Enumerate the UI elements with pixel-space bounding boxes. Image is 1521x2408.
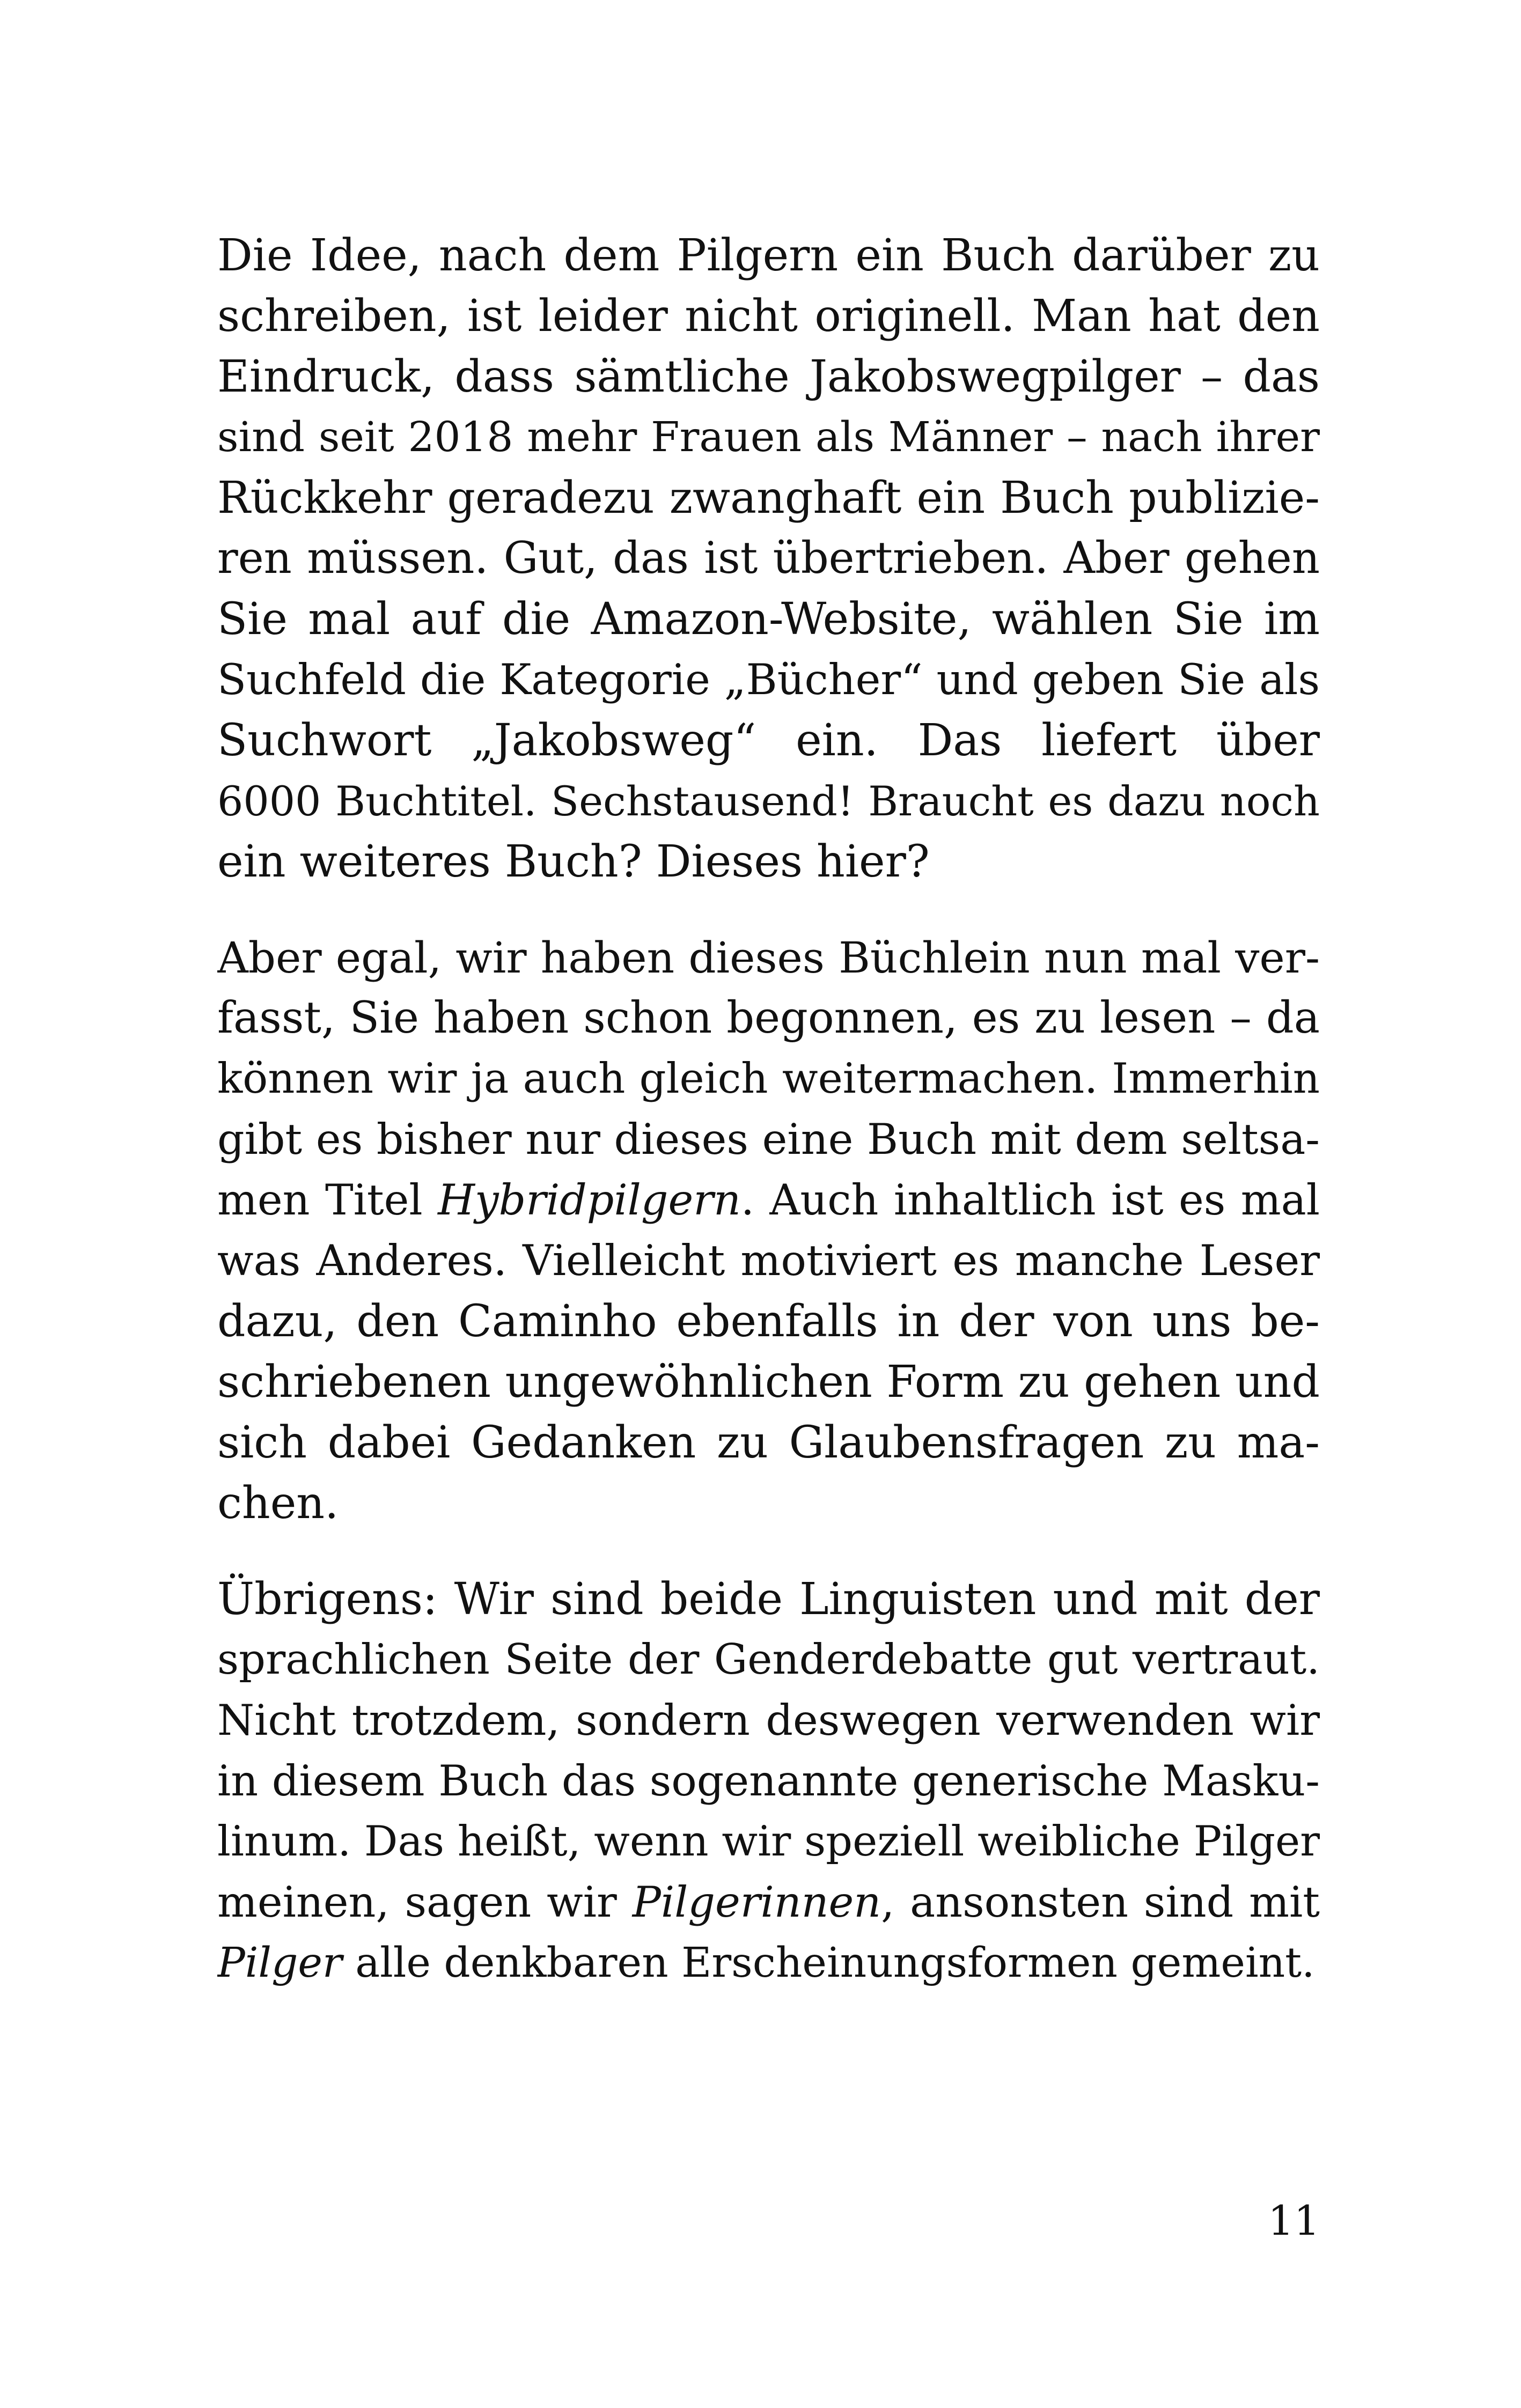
- text-segment: Suchwort „Jakobsweg“ ein. Das liefert über: [217, 715, 1320, 766]
- text-line: [217, 1352, 1320, 1412]
- text-segment: in diesem Buch das sogenannte generische Masku-: [217, 1756, 1320, 1806]
- text-segment: Aber egal, wir haben dieses Büchlein nun mal ver-: [217, 933, 1320, 983]
- text-segment: chen.: [217, 1478, 339, 1529]
- italic-text: Pilgerinnen: [632, 1877, 881, 1927]
- text-segment: Nicht trotzdem, sondern deswegen verwenden wir: [217, 1696, 1320, 1745]
- text-line: [217, 407, 1320, 468]
- text-line: [217, 1291, 1320, 1352]
- text-segment: sind seit 2018 mehr Frauen als Männer – nach ihrer: [217, 414, 1320, 461]
- text-segment: schreiben, ist leider nicht originell. Man hat den: [217, 291, 1320, 342]
- text-line: [217, 831, 1320, 892]
- text-segment: Suchfeld die Kategorie „Bücher“ und geben Sie als: [217, 655, 1320, 704]
- text-line: [217, 1473, 1320, 1534]
- text-segment: Eindruck, dass sämtliche Jakobswegpilger – das: [217, 351, 1320, 402]
- text-line: [217, 1811, 1320, 1872]
- text-segment: , ansonsten sind mit: [881, 1877, 1320, 1927]
- text-line: [217, 1049, 1320, 1109]
- text-line: [217, 1569, 1320, 1630]
- page-number: 11: [1268, 2197, 1320, 2244]
- text-segment: dazu, den Caminho ebenfalls in der von uns be-: [217, 1296, 1320, 1347]
- text-segment: linum. Das heißt, wenn wir speziell weibliche Pilger: [217, 1817, 1320, 1866]
- paragraph-1: [217, 225, 1320, 892]
- text-line: [217, 1170, 1320, 1231]
- paragraph-2: [217, 927, 1320, 1534]
- text-segment: fasst, Sie haben schon begonnen, es zu lesen – da: [217, 993, 1320, 1043]
- text-line: [217, 988, 1320, 1049]
- text-segment: gibt es bisher nur dieses eine Buch mit dem seltsa-: [217, 1115, 1320, 1164]
- text-segment: schriebenen ungewöhnlichen Form zu gehen und: [217, 1357, 1320, 1408]
- text-line: [217, 589, 1320, 650]
- text-segment: ein weiteres Buch? Dieses hier?: [217, 836, 930, 887]
- text-segment: meinen, sagen wir: [217, 1877, 633, 1927]
- text-line: [217, 1933, 1320, 1993]
- italic-text: Pilger: [217, 1939, 342, 1987]
- text-segment: Rückkehr geradezu zwanghaft ein Buch publizie-: [217, 473, 1320, 524]
- text-line: [217, 1872, 1320, 1933]
- text-segment: was Anderes. Vielleicht motiviert es manche Leser: [217, 1236, 1320, 1285]
- text-segment: 6000 Buchtitel. Sechstausend! Braucht es dazu noch: [217, 777, 1320, 825]
- text-line: [217, 771, 1320, 831]
- text-line: [217, 1109, 1320, 1170]
- text-segment: ren müssen. Gut, das ist übertrieben. Aber gehen: [217, 533, 1320, 584]
- text-line: [217, 1690, 1320, 1751]
- text-line: [217, 1751, 1320, 1811]
- text-segment: Die Idee, nach dem Pilgern ein Buch darüber zu: [217, 230, 1320, 281]
- text-segment: men Titel: [217, 1175, 438, 1225]
- text-segment: alle denkbaren Erscheinungsformen gemeint.: [342, 1939, 1315, 1987]
- text-segment: Übrigens: Wir sind beide Linguisten und mit der: [217, 1574, 1320, 1625]
- paragraph-3: [217, 1569, 1320, 1993]
- text-line: [217, 927, 1320, 988]
- body-text: [217, 225, 1320, 1993]
- text-line: [217, 1231, 1320, 1291]
- text-segment: . Auch inhaltlich ist es mal: [740, 1175, 1320, 1225]
- text-segment: können wir ja auch gleich weitermachen. Immerhin: [217, 1055, 1320, 1103]
- text-segment: Sie mal auf die Amazon-Website, wählen Sie im: [217, 594, 1320, 645]
- italic-text: Hybridpilgern: [438, 1175, 741, 1225]
- text-line: [217, 650, 1320, 710]
- text-line: [217, 1412, 1320, 1473]
- text-line: [217, 286, 1320, 347]
- text-line: [217, 710, 1320, 771]
- text-segment: sprachlichen Seite der Genderdebatte gut vertraut.: [217, 1636, 1320, 1684]
- text-segment: sich dabei Gedanken zu Glaubensfragen zu ma-: [217, 1417, 1320, 1468]
- text-line: [217, 347, 1320, 407]
- text-line: [217, 1630, 1320, 1690]
- text-line: [217, 528, 1320, 589]
- text-line: [217, 468, 1320, 528]
- text-line: [217, 225, 1320, 286]
